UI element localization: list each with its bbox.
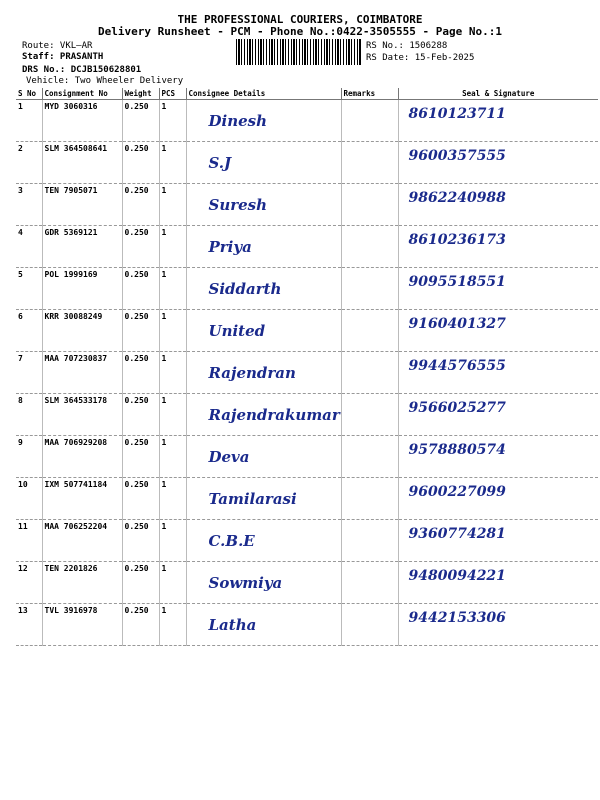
runsheet-table (16, 88, 598, 646)
cell-signature (398, 352, 598, 394)
col-header-sno: S No (16, 88, 42, 100)
cell-weight: 0.250 (122, 184, 159, 226)
cell-sno: 8 (16, 394, 42, 436)
cell-signature (398, 184, 598, 226)
signature-handwriting: 9480094221 (408, 568, 506, 584)
cell-consignment: IXM 507741184 (42, 478, 122, 520)
cell-remarks (341, 142, 398, 184)
col-header-remarks: Remarks (341, 88, 398, 100)
consignee-handwriting: C.B.E (208, 532, 255, 550)
cell-consignment: TVL 3916978 (42, 604, 122, 646)
cell-weight: 0.250 (122, 604, 159, 646)
drs-number: DRS No.: DCJB150628801 (22, 65, 142, 75)
cell-weight: 0.250 (122, 100, 159, 142)
cell-pcs: 1 (159, 604, 186, 646)
cell-consignee (186, 184, 341, 226)
cell-signature (398, 394, 598, 436)
signature-handwriting: 8610123711 (408, 106, 506, 122)
cell-signature (398, 478, 598, 520)
cell-remarks (341, 100, 398, 142)
cell-consignment: KRR 30088249 (42, 310, 122, 352)
cell-weight: 0.250 (122, 562, 159, 604)
col-header-pcs: PCS (159, 88, 186, 100)
cell-consignment: TEN 2201826 (42, 562, 122, 604)
staff: Staff: PRASANTH (22, 52, 104, 62)
cell-consignment: TEN 7905071 (42, 184, 122, 226)
cell-signature (398, 436, 598, 478)
consignee-handwriting: Tamilarasi (208, 490, 297, 508)
consignee-handwriting: Rajendran (208, 364, 296, 382)
signature-handwriting: 9578880574 (408, 442, 506, 458)
cell-consignee (186, 352, 341, 394)
table-row (16, 310, 598, 352)
cell-consignment: SLM 364508641 (42, 142, 122, 184)
cell-remarks (341, 268, 398, 310)
cell-remarks (341, 226, 398, 268)
cell-pcs: 1 (159, 562, 186, 604)
signature-handwriting: 9160401327 (408, 316, 506, 332)
cell-remarks (341, 436, 398, 478)
col-header-consignee: Consignee Details (186, 88, 341, 100)
signature-handwriting: 9862240988 (408, 190, 506, 206)
consignee-handwriting: Suresh (208, 196, 268, 214)
cell-sno: 13 (16, 604, 42, 646)
signature-handwriting: 9360774281 (408, 526, 506, 542)
signature-handwriting: 9600357555 (408, 148, 506, 164)
cell-remarks (341, 352, 398, 394)
cell-consignment: MYD 3060316 (42, 100, 122, 142)
cell-consignee (186, 268, 341, 310)
company-title: THE PROFESSIONAL COURIERS, COIMBATORE (177, 13, 423, 26)
cell-pcs: 1 (159, 394, 186, 436)
consignee-handwriting: Siddarth (208, 280, 282, 298)
cell-weight: 0.250 (122, 394, 159, 436)
cell-sno: 9 (16, 436, 42, 478)
cell-weight: 0.250 (122, 352, 159, 394)
cell-consignee (186, 310, 341, 352)
signature-handwriting: 8610236173 (408, 232, 506, 248)
cell-consignee (186, 436, 341, 478)
cell-pcs: 1 (159, 184, 186, 226)
table-row (16, 520, 598, 562)
table-row (16, 394, 598, 436)
cell-signature (398, 562, 598, 604)
table-row (16, 142, 598, 184)
consignee-handwriting: Dinesh (208, 112, 268, 130)
cell-consignment: MAA 707230837 (42, 352, 122, 394)
cell-consignment: MAA 706252204 (42, 520, 122, 562)
cell-sno: 6 (16, 310, 42, 352)
cell-pcs: 1 (159, 142, 186, 184)
cell-signature (398, 520, 598, 562)
table-row (16, 100, 598, 142)
cell-remarks (341, 394, 398, 436)
barcode (236, 39, 362, 65)
signature-handwriting: 9442153306 (408, 610, 506, 626)
runsheet-title: Delivery Runsheet - PCM - Phone No.:0422-3505555 - Page No.:1 (98, 25, 502, 38)
table-row (16, 436, 598, 478)
table-header-row (16, 88, 598, 100)
cell-weight: 0.250 (122, 478, 159, 520)
cell-remarks (341, 478, 398, 520)
table-row (16, 352, 598, 394)
table-row (16, 562, 598, 604)
cell-remarks (341, 520, 398, 562)
cell-consignee (186, 394, 341, 436)
cell-consignment: POL 1999169 (42, 268, 122, 310)
cell-pcs: 1 (159, 100, 186, 142)
cell-remarks (341, 604, 398, 646)
cell-signature (398, 310, 598, 352)
cell-remarks (341, 310, 398, 352)
cell-sno: 5 (16, 268, 42, 310)
cell-remarks (341, 562, 398, 604)
route: Route: VKL—AR (22, 41, 93, 51)
signature-handwriting: 9600227099 (408, 484, 506, 500)
table-row (16, 226, 598, 268)
cell-weight: 0.250 (122, 142, 159, 184)
consignee-handwriting: Deva (208, 448, 250, 466)
rs-date: RS Date: 15-Feb-2025 (366, 53, 475, 63)
cell-consignment: SLM 364533178 (42, 394, 122, 436)
table-row (16, 478, 598, 520)
col-header-consignment: Consignment No (42, 88, 122, 100)
cell-signature (398, 142, 598, 184)
cell-signature (398, 604, 598, 646)
cell-sno: 1 (16, 100, 42, 142)
cell-weight: 0.250 (122, 268, 159, 310)
cell-weight: 0.250 (122, 436, 159, 478)
cell-remarks (341, 184, 398, 226)
cell-pcs: 1 (159, 268, 186, 310)
cell-consignee (186, 100, 341, 142)
cell-sno: 4 (16, 226, 42, 268)
consignee-handwriting: Priya (208, 238, 252, 256)
consignee-handwriting: S.J (208, 154, 232, 172)
cell-weight: 0.250 (122, 226, 159, 268)
signature-handwriting: 9566025277 (408, 400, 506, 416)
cell-signature (398, 226, 598, 268)
table-row (16, 268, 598, 310)
rs-number: RS No.: 1506288 (366, 41, 448, 51)
signature-handwriting: 9944576555 (408, 358, 506, 374)
cell-signature (398, 100, 598, 142)
cell-consignee (186, 142, 341, 184)
cell-consignee (186, 562, 341, 604)
cell-sno: 7 (16, 352, 42, 394)
cell-sno: 12 (16, 562, 42, 604)
vehicle: Vehicle: Two Wheeler Delivery (26, 76, 184, 86)
cell-pcs: 1 (159, 520, 186, 562)
consignee-handwriting: Rajendrakumar (208, 406, 340, 424)
cell-pcs: 1 (159, 436, 186, 478)
cell-consignee (186, 478, 341, 520)
cell-weight: 0.250 (122, 520, 159, 562)
cell-pcs: 1 (159, 310, 186, 352)
consignee-handwriting: Latha (208, 616, 257, 634)
signature-handwriting: 9095518551 (408, 274, 506, 290)
table-row (16, 604, 598, 646)
cell-pcs: 1 (159, 478, 186, 520)
table-row (16, 184, 598, 226)
cell-sno: 11 (16, 520, 42, 562)
cell-consignment: GDR 5369121 (42, 226, 122, 268)
cell-consignee (186, 520, 341, 562)
cell-pcs: 1 (159, 226, 186, 268)
cell-sno: 3 (16, 184, 42, 226)
consignee-handwriting: Sowmiya (208, 574, 283, 592)
cell-weight: 0.250 (122, 310, 159, 352)
cell-consignee (186, 226, 341, 268)
consignee-handwriting: United (208, 322, 266, 340)
col-header-weight: Weight (122, 88, 159, 100)
cell-signature (398, 268, 598, 310)
cell-consignee (186, 604, 341, 646)
cell-consignment: MAA 706929208 (42, 436, 122, 478)
col-header-seal: Seal & Signature (398, 88, 598, 100)
cell-pcs: 1 (159, 352, 186, 394)
cell-sno: 10 (16, 478, 42, 520)
cell-sno: 2 (16, 142, 42, 184)
